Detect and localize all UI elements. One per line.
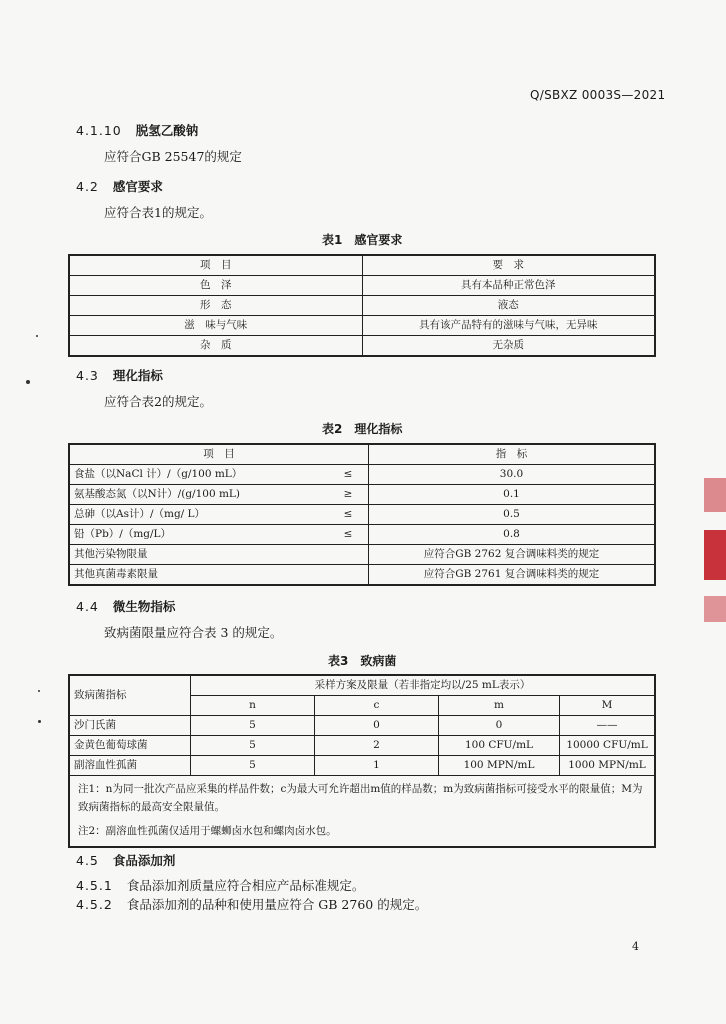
table-row	[69, 276, 655, 296]
section-number: 4.4	[76, 599, 99, 614]
section-title: 脱氢乙酸钠	[135, 123, 199, 138]
table-cell: 100 CFU/mL	[439, 736, 560, 756]
table-cell: 具有该产品特有的滋味与气味，无异味	[362, 316, 655, 336]
table-row	[69, 716, 655, 736]
clause-4-5-2	[76, 895, 427, 913]
scan-mark	[36, 335, 38, 337]
table-row	[69, 565, 655, 586]
table-header-cell: 致病菌指标	[69, 675, 191, 716]
table-cell-operator: ≤	[328, 525, 369, 545]
table-cell: 具有本品种正常色泽	[362, 276, 655, 296]
table-cell: 杂 质	[69, 336, 362, 357]
table-cell-operator: ≤	[328, 465, 369, 485]
table-cell: 5	[191, 736, 315, 756]
seal-fragment-bottom	[704, 596, 726, 622]
table-cell: 沙门氏菌	[69, 716, 191, 736]
table-cell: 总砷（以As计）/（mg/ L）	[69, 505, 328, 525]
table-header-cell: 指 标	[369, 444, 656, 465]
table-row	[69, 296, 655, 316]
table-cell-operator: ≤	[328, 505, 369, 525]
table2-caption: 表2 理化指标	[322, 422, 403, 436]
table-cell: 其他污染物限量	[69, 545, 369, 565]
section-number: 4.3	[76, 368, 99, 383]
section-text-4-1-10: 应符合GB 25547的规定	[104, 149, 242, 164]
section-heading-4-1-10	[76, 121, 198, 139]
section-title: 微生物指标	[112, 599, 176, 614]
table-note-row	[69, 818, 655, 847]
seal-fragment-middle	[704, 530, 726, 580]
clause-text: 食品添加剂的品种和使用量应符合 GB 2760 的规定。	[126, 897, 428, 912]
table-row	[69, 756, 655, 776]
section-text-4-4: 致病菌限量应符合表 3 的规定。	[104, 625, 283, 640]
table-row	[69, 505, 655, 525]
table-cell: 应符合GB 2762 复合调味料类的规定	[369, 545, 656, 565]
table1-caption: 表1 感官要求	[322, 233, 403, 247]
table-cell: 30.0	[369, 465, 656, 485]
section-heading-4-3	[76, 366, 163, 384]
table-header-cell: 采样方案及限量（若非指定均以/25 mL表示）	[191, 675, 656, 696]
table-header-cell: 要 求	[362, 255, 655, 276]
table-note-2: 注2：副溶血性孤菌仅适用于螺蛳卤水包和螺肉卤水包。	[69, 818, 655, 847]
section-number: 4.1.10	[76, 123, 122, 138]
table-cell: 滋 味与气味	[69, 316, 362, 336]
table-cell: 100 MPN/mL	[439, 756, 560, 776]
section-number: 4.5	[76, 853, 99, 868]
table-cell: 金黄色葡萄球菌	[69, 736, 191, 756]
section-text-4-2: 应符合表1的规定。	[104, 205, 212, 220]
table-header-row	[69, 444, 655, 465]
table-cell: 副溶血性孤菌	[69, 756, 191, 776]
table-row	[69, 525, 655, 545]
table-cell: 0	[439, 716, 560, 736]
table-cell: 其他真菌毒素限量	[69, 565, 369, 586]
table-cell: 0	[315, 716, 439, 736]
table-cell: 0.8	[369, 525, 656, 545]
clause-number: 4.5.1	[76, 878, 113, 893]
sensory-table	[68, 254, 656, 357]
table-header-row	[69, 675, 655, 696]
section-number: 4.2	[76, 179, 99, 194]
section-text-4-3: 应符合表2的规定。	[104, 394, 212, 409]
section-heading-4-5	[76, 851, 175, 869]
table-header-cell: c	[315, 696, 439, 716]
table-row	[69, 485, 655, 505]
page-number: 4	[632, 940, 639, 953]
clause-number: 4.5.2	[76, 897, 113, 912]
table-cell: 液态	[362, 296, 655, 316]
table-header-cell: M	[560, 696, 656, 716]
section-title: 食品添加剂	[112, 853, 176, 868]
scan-mark	[26, 380, 30, 384]
table-cell: 0.1	[369, 485, 656, 505]
table-row	[69, 316, 655, 336]
table-cell-operator: ≥	[328, 485, 369, 505]
table-row	[69, 336, 655, 357]
table-header-row	[69, 255, 655, 276]
table-row	[69, 465, 655, 485]
table3-caption: 表3 致病菌	[328, 654, 397, 668]
scan-mark	[38, 690, 40, 692]
table-cell: 10000 CFU/mL	[560, 736, 656, 756]
table-cell: 2	[315, 736, 439, 756]
table-header-cell: n	[191, 696, 315, 716]
table-note-row	[69, 776, 655, 819]
table-header-cell: 项 目	[69, 255, 362, 276]
scan-mark	[38, 720, 41, 723]
table-cell: 0.5	[369, 505, 656, 525]
table-cell: 5	[191, 756, 315, 776]
pathogen-table	[68, 674, 656, 848]
table-cell: 铅（Pb）/（mg/L）	[69, 525, 328, 545]
physchem-table	[68, 443, 656, 586]
table-header-cell: m	[439, 696, 560, 716]
section-heading-4-2	[76, 177, 163, 195]
table-cell: 应符合GB 2761 复合调味料类的规定	[369, 565, 656, 586]
table-note-1: 注1：n为同一批次产品应采集的样品件数；c为最大可允许超出m值的样品数；m为致病菌指标可接受水平的限量值；M为致病菌指标的最高安全限量值。	[69, 776, 655, 819]
table-header-cell: 项 目	[69, 444, 369, 465]
table-row	[69, 545, 655, 565]
table-cell: ——	[560, 716, 656, 736]
standard-number: Q/SBXZ 0003S—2021	[530, 88, 666, 102]
section-title: 理化指标	[112, 368, 163, 383]
seal-fragment-top	[704, 478, 726, 512]
table-cell: 食盐（以NaCl 计）/（g/100 mL）	[69, 465, 328, 485]
table-cell: 5	[191, 716, 315, 736]
table-cell: 氨基酸态氮（以N计）/(g/100 mL)	[69, 485, 328, 505]
table-cell: 1	[315, 756, 439, 776]
table-cell: 1000 MPN/mL	[560, 756, 656, 776]
clause-4-5-1	[76, 876, 364, 894]
clause-text: 食品添加剂质量应符合相应产品标准规定。	[126, 878, 365, 893]
section-title: 感官要求	[112, 179, 163, 194]
table-cell: 色 泽	[69, 276, 362, 296]
table-cell: 无杂质	[362, 336, 655, 357]
table-row	[69, 736, 655, 756]
table-cell: 形 态	[69, 296, 362, 316]
section-heading-4-4	[76, 597, 175, 615]
